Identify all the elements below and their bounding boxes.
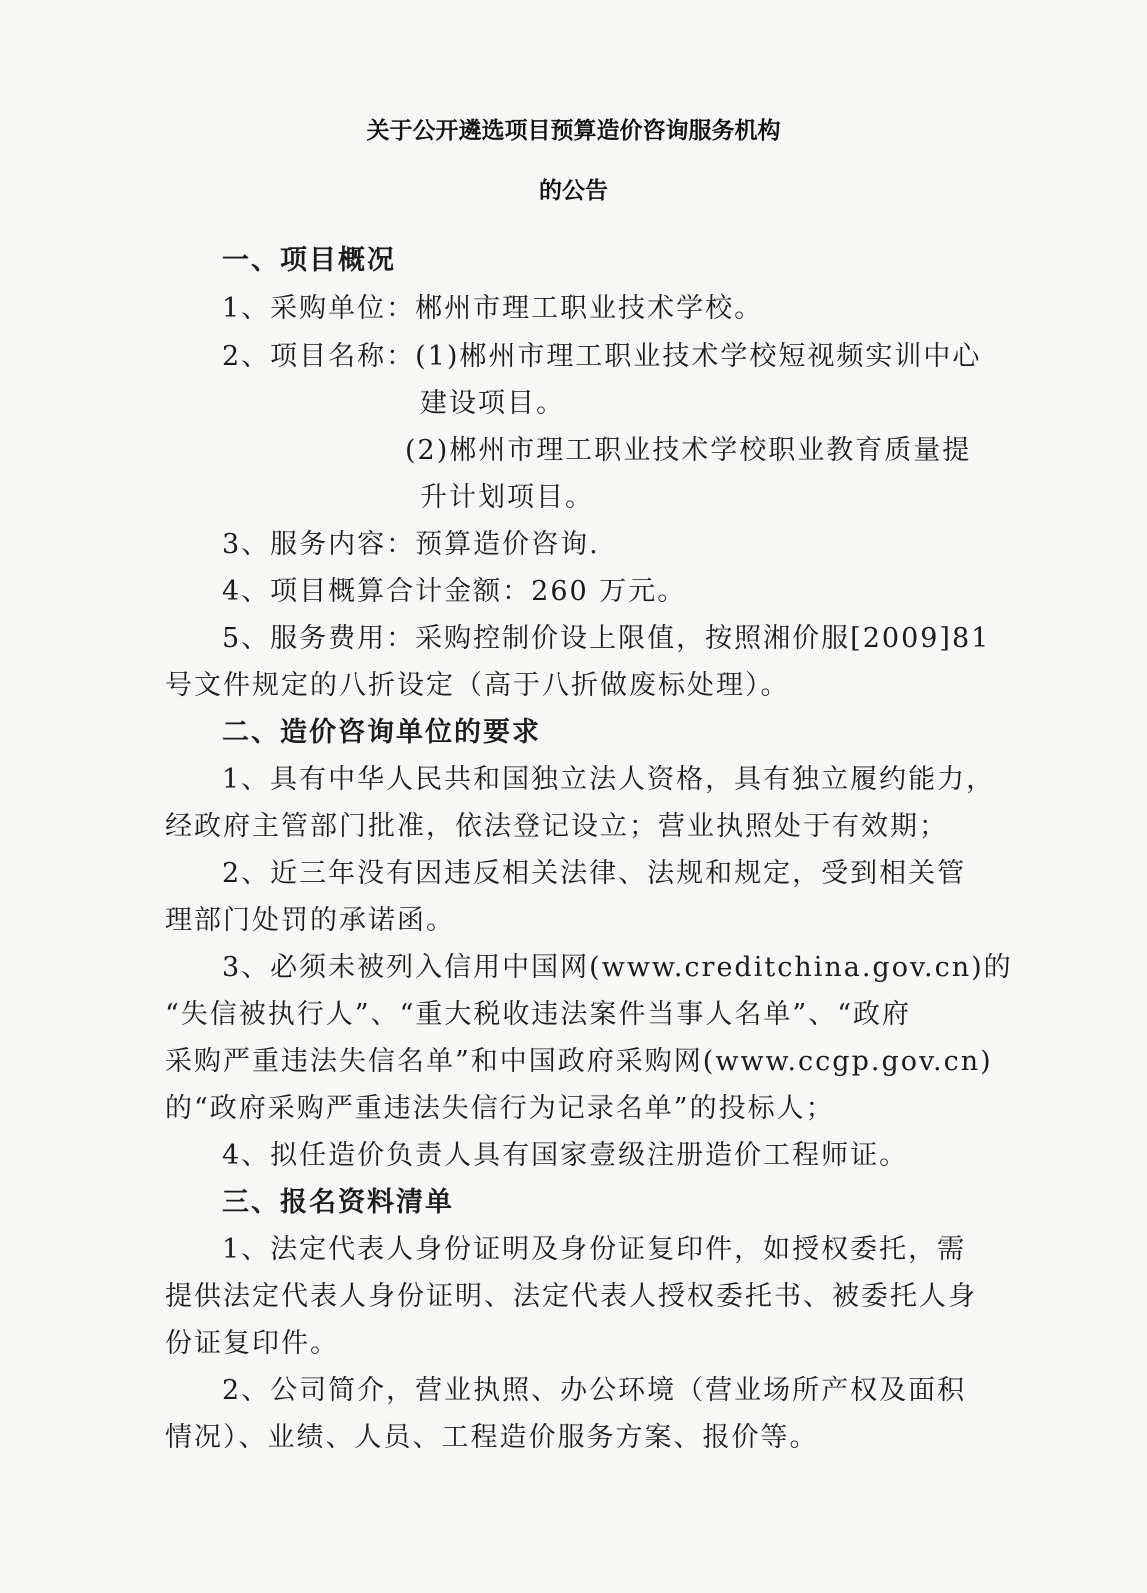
section-1-heading: 一、项目概况 bbox=[222, 245, 396, 276]
section-1-item-2-line-2: 建设项目。 bbox=[420, 388, 565, 419]
section-1-item-3: 3、服务内容：预算造价咨询. bbox=[222, 529, 600, 560]
section-3-item-1-line-2: 提供法定代表人身份证明、法定代表人授权委托书、被委托人身 bbox=[165, 1281, 977, 1312]
section-1-item-5-line-2: 号文件规定的八折设定（高于八折做废标处理）。 bbox=[165, 670, 790, 701]
section-2-item-4: 4、拟任造价负责人具有国家壹级注册造价工程师证。 bbox=[222, 1140, 909, 1171]
section-2-item-3-line-1: 3、必须未被列入信用中国网(www.creditchina.gov.cn)的 bbox=[222, 952, 1013, 983]
section-1-item-2-line-1: 2、项目名称：(1)郴州市理工职业技术学校短视频实训中心 bbox=[222, 341, 982, 372]
document-title-line-2: 的公告 bbox=[539, 178, 608, 204]
section-3-heading: 三、报名资料清单 bbox=[222, 1187, 454, 1218]
section-3-item-2-line-2: 情况）、业绩、人员、工程造价服务方案、报价等。 bbox=[165, 1422, 819, 1453]
section-3-item-2-line-1: 2、公司简介，营业执照、办公环境（营业场所产权及面积 bbox=[222, 1375, 967, 1406]
section-3-item-1-line-1: 1、法定代表人身份证明及身份证复印件，如授权委托，需 bbox=[222, 1234, 967, 1265]
section-2-heading: 二、造价咨询单位的要求 bbox=[222, 717, 541, 748]
section-2-item-3-line-4: 的“政府采购严重违法失信行为记录名单”的投标人； bbox=[165, 1093, 835, 1124]
section-2-item-3-line-3: 采购严重违法失信名单”和中国政府采购网(www.ccgp.gov.cn) bbox=[165, 1046, 993, 1077]
section-1-item-4: 4、项目概算合计金额：260 万元。 bbox=[222, 576, 687, 607]
section-1-item-1: 1、采购单位：郴州市理工职业技术学校。 bbox=[222, 293, 764, 324]
section-3-item-1-line-3: 份证复印件。 bbox=[165, 1328, 339, 1359]
document-title-line-1: 关于公开遴选项目预算造价咨询服务机构 bbox=[366, 118, 781, 144]
section-1-item-2-line-4: 升计划项目。 bbox=[420, 482, 594, 513]
section-2-item-2-line-1: 2、近三年没有因违反相关法律、法规和规定，受到相关管 bbox=[222, 858, 967, 889]
section-2-item-2-line-2: 理部门处罚的承诺函。 bbox=[165, 905, 455, 936]
section-2-item-3-line-2: “失信被执行人”、“重大税收违法案件当事人名单”、“政府 bbox=[165, 999, 912, 1030]
section-2-item-1-line-1: 1、具有中华人民共和国独立法人资格，具有独立履约能力， bbox=[222, 764, 996, 795]
section-1-item-5-line-1: 5、服务费用：采购控制价设上限值，按照湘价服[2009]81 bbox=[222, 623, 991, 654]
section-2-item-1-line-2: 经政府主管部门批准，依法登记设立；营业执照处于有效期； bbox=[165, 811, 948, 842]
section-1-item-2-line-3: (2)郴州市理工职业技术学校职业教育质量提 bbox=[405, 435, 972, 466]
